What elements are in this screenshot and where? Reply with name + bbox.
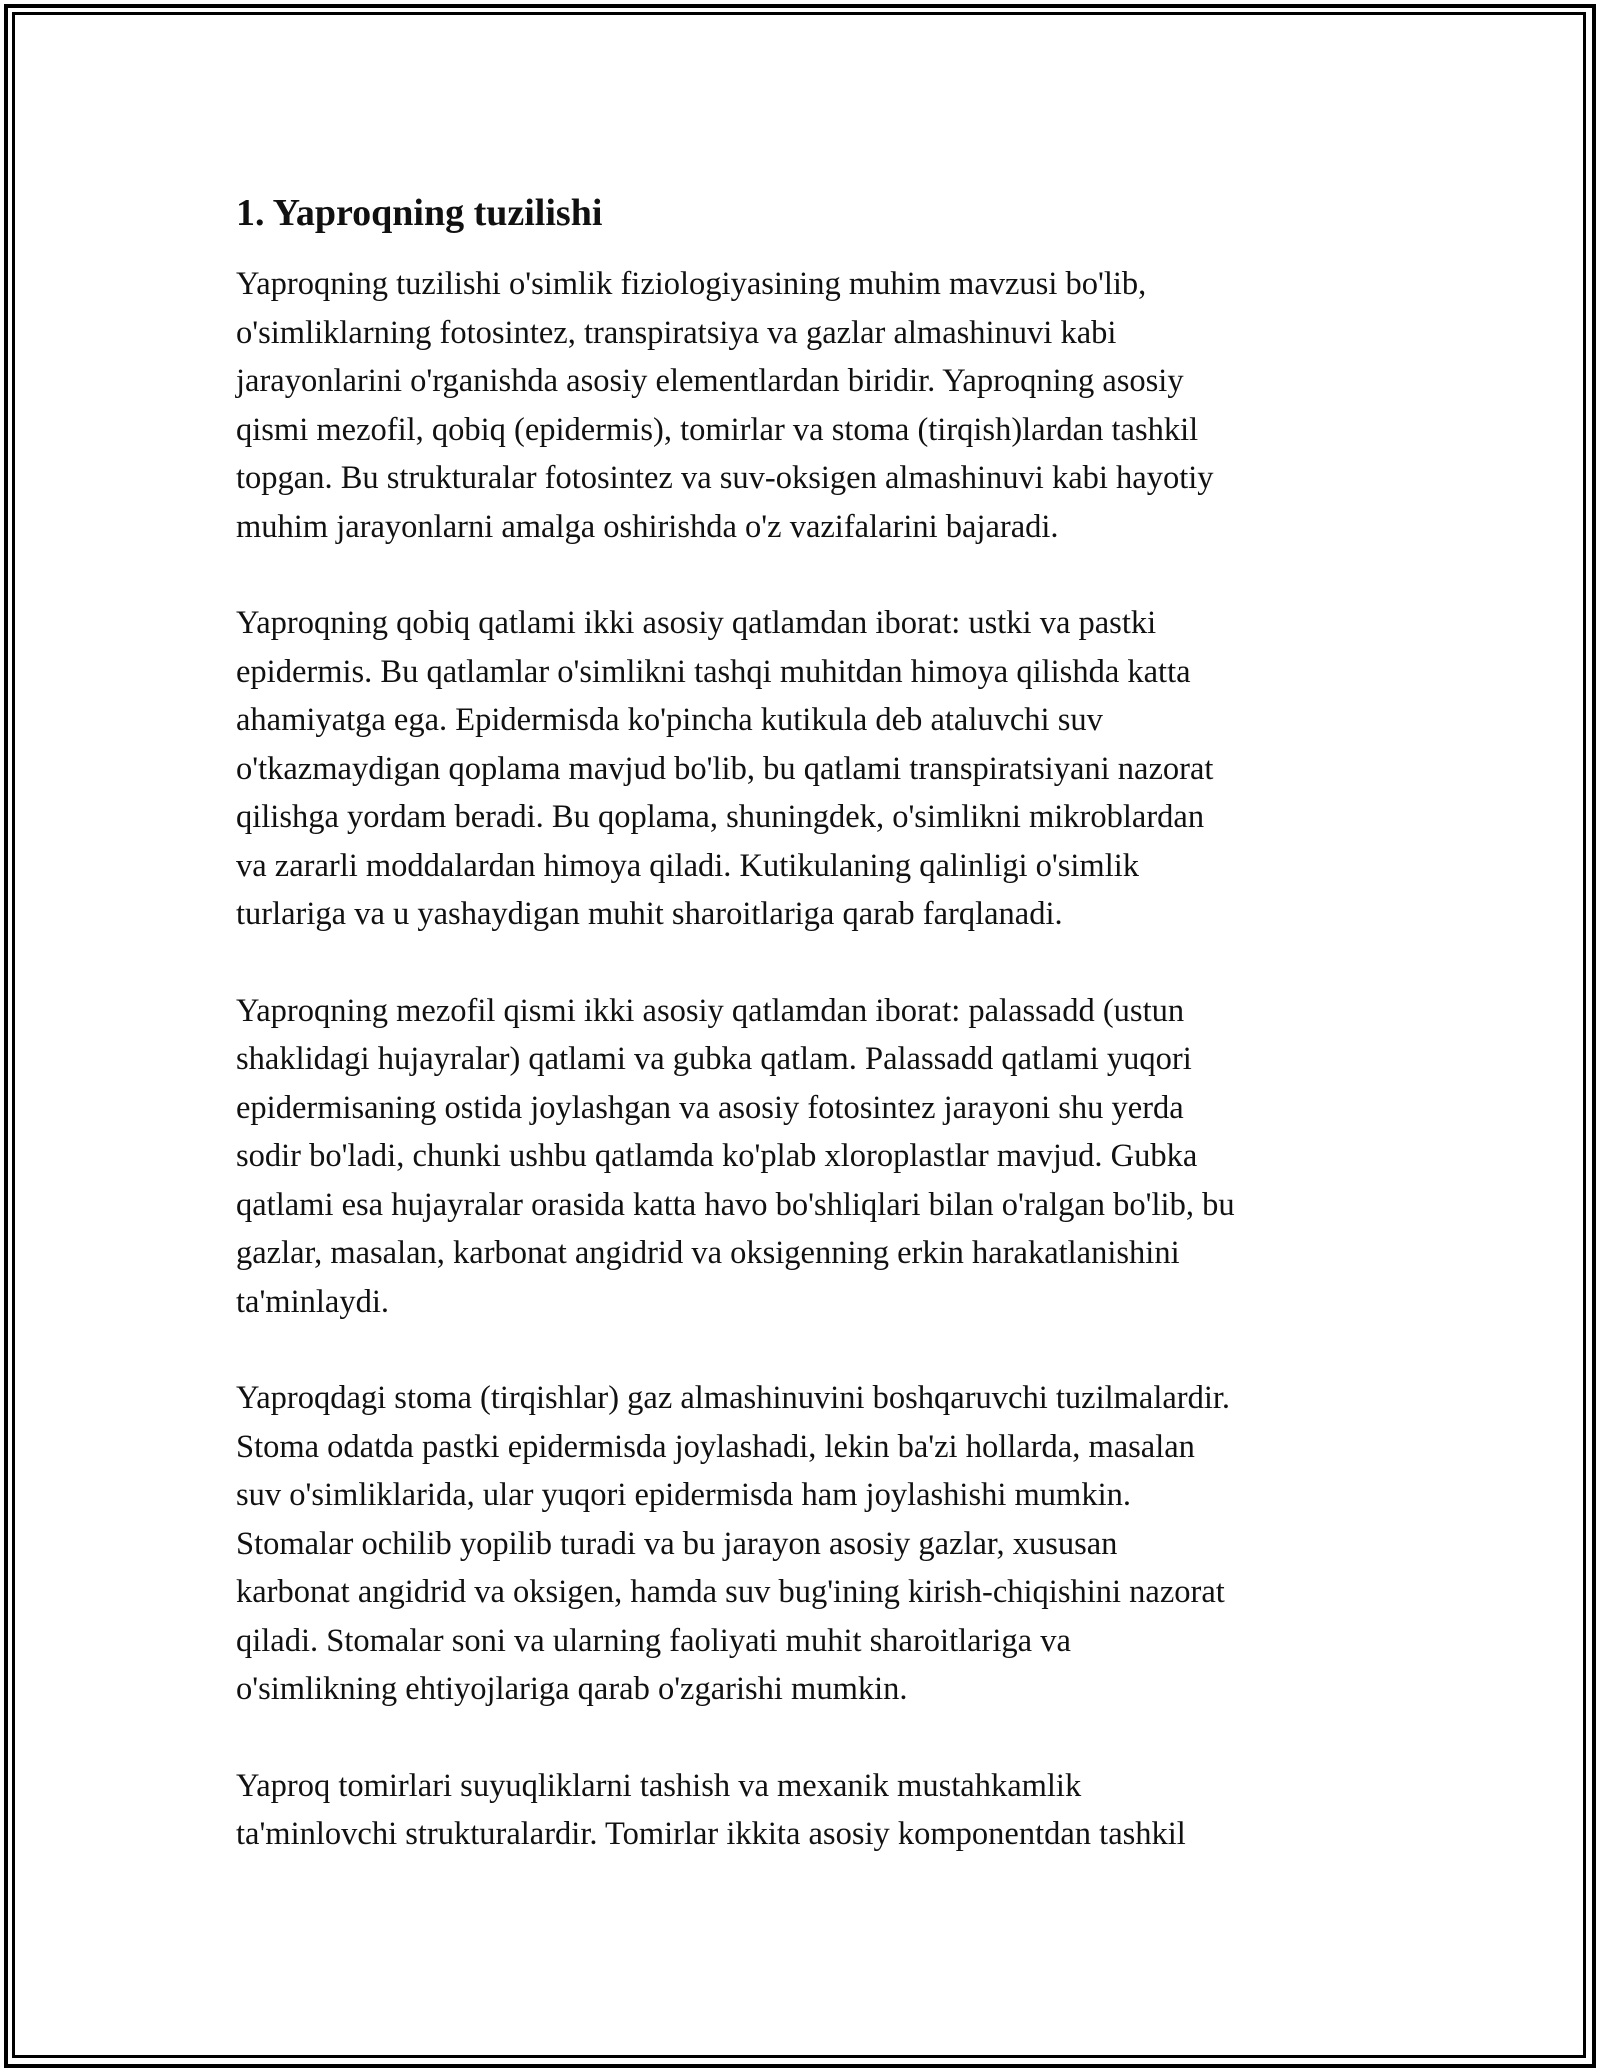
paragraph-line: epidermis. Bu qatlamlar o'simlikni tashqi muhitdan himoya qilishda katta xyxy=(236,653,1191,690)
paragraph-line: Stomalar ochilib yopilib turadi va bu jarayon asosiy gazlar, xususan xyxy=(236,1525,1118,1562)
paragraph-line: qismi mezofil, qobiq (epidermis), tomirlar va stoma (tirqish)lardan tashkil xyxy=(236,411,1199,448)
paragraph-line: topgan. Bu strukturalar fotosintez va suv-oksigen almashinuvi kabi hayotiy xyxy=(236,460,1214,496)
paragraph-line: qiladi. Stomalar soni va ularning faoliyati muhit sharoitlariga va xyxy=(236,1622,1071,1659)
document-body xyxy=(236,188,1376,1907)
paragraph-line: va zararli moddalardan himoya qiladi. Kutikulaning qalinligi o'simlik xyxy=(236,847,1140,884)
paragraph-line: Yaproq tomirlari suyuqliklarni tashish va mexanik mustahkamlik xyxy=(236,1767,1082,1804)
paragraph-line: o'tkazmaydigan qoplama mavjud bo'lib, bu qatlami transpiratsiyani nazorat xyxy=(236,750,1214,787)
paragraph-veins xyxy=(236,1762,1376,1859)
paragraph-line: o'simliklarning fotosintez, transpiratsiya va gazlar almashinuvi kabi xyxy=(236,314,1117,351)
paragraph-line: qatlami esa hujayralar orasida katta havo bo'shliqlari bilan o'ralgan bo'lib, bu xyxy=(236,1186,1235,1223)
paragraph-line: Yaproqning mezofil qismi ikki asosiy qatlamdan iborat: palassadd (ustun xyxy=(236,992,1185,1029)
paragraph-line: Yaproqning qobiq qatlami ikki asosiy qatlamdan iborat: ustki va pastki xyxy=(236,605,1157,641)
paragraph-line: suv o'simliklarida, ular yuqori epidermisda ham joylashishi mumkin. xyxy=(236,1477,1131,1513)
paragraph-line: ahamiyatga ega. Epidermisda ko'pincha kutikula deb ataluvchi suv xyxy=(236,702,1103,738)
paragraph-line: epidermisaning ostida joylashgan va asosiy fotosintez jarayoni shu yerda xyxy=(236,1089,1184,1126)
paragraph-stomata xyxy=(236,1374,1376,1714)
paragraph-structure-overview xyxy=(236,260,1376,551)
paragraph-line: shaklidagi hujayralar) qatlami va gubka qatlam. Palassadd qatlami yuqori xyxy=(236,1041,1192,1077)
section-heading: 1. Yaproqning tuzilishi xyxy=(236,192,603,234)
paragraph-line: Yaproqning tuzilishi o'simlik fiziologiyasining muhim mavzusi bo'lib, xyxy=(236,266,1147,302)
paragraph-line: o'simlikning ehtiyojlariga qarab o'zgarishi mumkin. xyxy=(236,1671,908,1707)
paragraph-mesophyll xyxy=(236,987,1376,1327)
paragraph-epidermis xyxy=(236,599,1376,939)
paragraph-line: ta'minlaydi. xyxy=(236,1283,389,1320)
paragraph-line: ta'minlovchi strukturalardir. Tomirlar ikkita asosiy komponentdan tashkil xyxy=(236,1816,1186,1852)
paragraph-line: karbonat angidrid va oksigen, hamda suv bug'ining kirish-chiqishini nazorat xyxy=(236,1574,1225,1610)
paragraph-line: qilishga yordam beradi. Bu qoplama, shuningdek, o'simlikni mikroblardan xyxy=(236,799,1205,835)
paragraph-line: muhim jarayonlarni amalga oshirishda o'z vazifalarini bajaradi. xyxy=(236,508,1059,545)
paragraph-line: Stoma odatda pastki epidermisda joylashadi, lekin ba'zi hollarda, masalan xyxy=(236,1428,1195,1465)
paragraph-line: jarayonlarini o'rganishda asosiy elementlardan biridir. Yaproqning asosiy xyxy=(236,363,1184,399)
paragraph-line: gazlar, masalan, karbonat angidrid va oksigenning erkin harakatlanishini xyxy=(236,1235,1180,1271)
paragraph-line: Yaproqdagi stoma (tirqishlar) gaz almashinuvini boshqaruvchi tuzilmalardir. xyxy=(236,1380,1231,1416)
paragraph-line: sodir bo'ladi, chunki ushbu qatlamda ko'plab xloroplastlar mavjud. Gubka xyxy=(236,1138,1198,1174)
paragraph-line: turlariga va u yashaydigan muhit sharoitlariga qarab farqlanadi. xyxy=(236,896,1063,932)
